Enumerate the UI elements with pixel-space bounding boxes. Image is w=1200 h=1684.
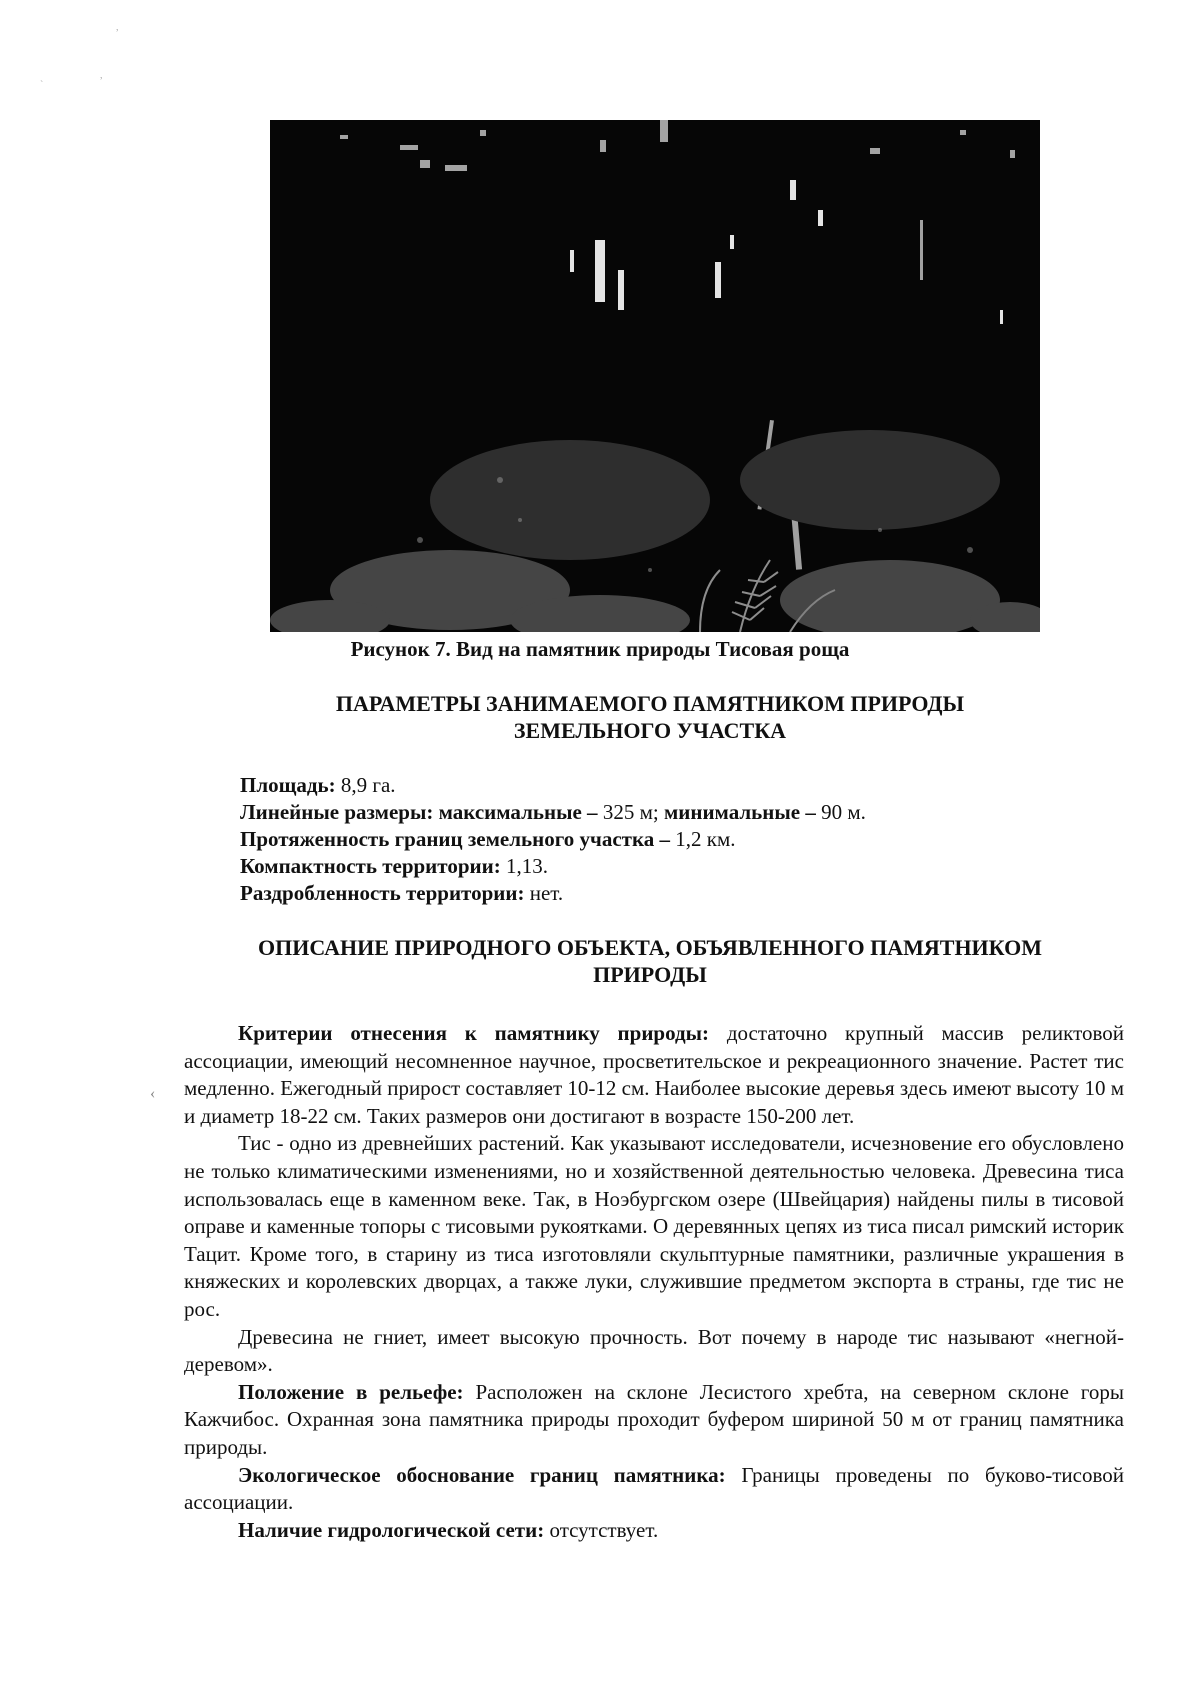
param-area-value: 8,9 га. — [335, 773, 396, 797]
ecology-label: Экологическое обоснование границ памятника: — [238, 1462, 726, 1487]
scan-speck: ` — [40, 80, 44, 91]
forest-photo-image — [270, 120, 1040, 632]
params-heading-line: ЗЕМЕЛЬНОГО УЧАСТКА — [513, 718, 787, 743]
param-fragment-value: нет. — [524, 881, 564, 905]
param-area-label: Площадь: — [240, 773, 336, 797]
relief-label: Положение в рельефе: — [238, 1379, 464, 1404]
ecology-text: Границы проведены по буково-тисовой ассоциации. — [184, 1462, 1124, 1515]
description-section-heading — [190, 934, 1110, 988]
tis-grove-photo — [270, 120, 1040, 632]
param-compact-label: Компактность территории: — [240, 854, 501, 878]
desc-heading-line: ОПИСАНИЕ ПРИРОДНОГО ОБЪЕКТА, ОБЪЯВЛЕННОГО ПАМЯТНИКОМ — [258, 935, 1042, 960]
param-fragmentation — [240, 880, 1040, 907]
description-body — [184, 1020, 1124, 1544]
criteria-text: достаточно крупный массив реликтовой ассоциации, имеющий несомненное научное, просветительское и рекреационного значение. Растет тис медленно. Ежегодный прирост составляет 10-12 см. Наиболее высокие деревья здесь имеют высоту 10 м и диаметр 18-22 см. Таких размеров они достигают в возрасте 150-200 лет. — [184, 1021, 1124, 1128]
param-fragment-label: Раздробленность территории: — [240, 881, 525, 905]
param-linear-size — [240, 799, 1040, 826]
hydrology-label: Наличие гидрологической сети: — [238, 1517, 545, 1542]
desc-heading-line: ПРИРОДЫ — [593, 962, 707, 987]
criteria-label: Критерии отнесения к памятнику природы: — [238, 1021, 710, 1045]
param-compactness — [240, 853, 1040, 880]
param-boundary-label: Протяженность границ земельного участка – — [240, 827, 676, 851]
params-list — [240, 772, 1040, 907]
scan-speck: , — [116, 22, 119, 33]
scan-speck: , — [100, 70, 103, 81]
pen-mark: ‹ — [150, 1085, 156, 1102]
relief-paragraph — [184, 1379, 1124, 1462]
param-linear-label: Линейные размеры: максимальные – — [240, 800, 603, 824]
param-compact-value: 1,13. — [500, 854, 548, 878]
figure-caption: Рисунок 7. Вид на памятник природы Тисовая роща — [350, 637, 850, 661]
param-boundary-length — [240, 826, 1040, 853]
param-area — [240, 772, 1040, 799]
ecology-paragraph — [184, 1462, 1124, 1517]
wood-paragraph: Древесина не гниет, имеет высокую прочность. Вот почему в народе тис называют «негной-деревом». — [184, 1324, 1124, 1377]
param-linear-min-label: минимальные – — [663, 800, 822, 824]
params-section-heading — [190, 690, 1110, 744]
hydrology-text: отсутствует. — [544, 1517, 659, 1542]
relief-text: Расположен на склоне Лесистого хребта, на северном склоне горы Кажчибос. Охранная зона памятника природы проходит буфером шириной 50 м от границ памятника природы. — [184, 1379, 1124, 1459]
hydrology-paragraph — [184, 1517, 1124, 1545]
param-linear-min: 90 м. — [821, 800, 866, 824]
param-boundary-value: 1,2 км. — [675, 827, 736, 851]
criteria-paragraph — [184, 1020, 1124, 1130]
params-heading-line: ПАРАМЕТРЫ ЗАНИМАЕМОГО ПАМЯТНИКОМ ПРИРОДЫ — [335, 691, 965, 716]
history-paragraph: Тис - одно из древнейших растений. Как указывают исследователи, исчезновение его обусловлено не только климатическими изменениями, но и хозяйственной деятельностью человека. Древесина тиса использовалась еще в каменном веке. Так, в Ноэбургском озере (Швейцария) найдены пилы в тисовой оправе и каменные топоры с тисовыми рукоятками. О деревянных цепях из тиса писал римский историк Тацит. Кроме того, в старину из тиса изготовляли скульптурные памятники, различные украшения в княжеских и королевских дворцах, а также луки, служившие предметом экспорта в страны, где тис не рос. — [184, 1131, 1124, 1321]
param-linear-max: 325 м; — [602, 800, 664, 824]
